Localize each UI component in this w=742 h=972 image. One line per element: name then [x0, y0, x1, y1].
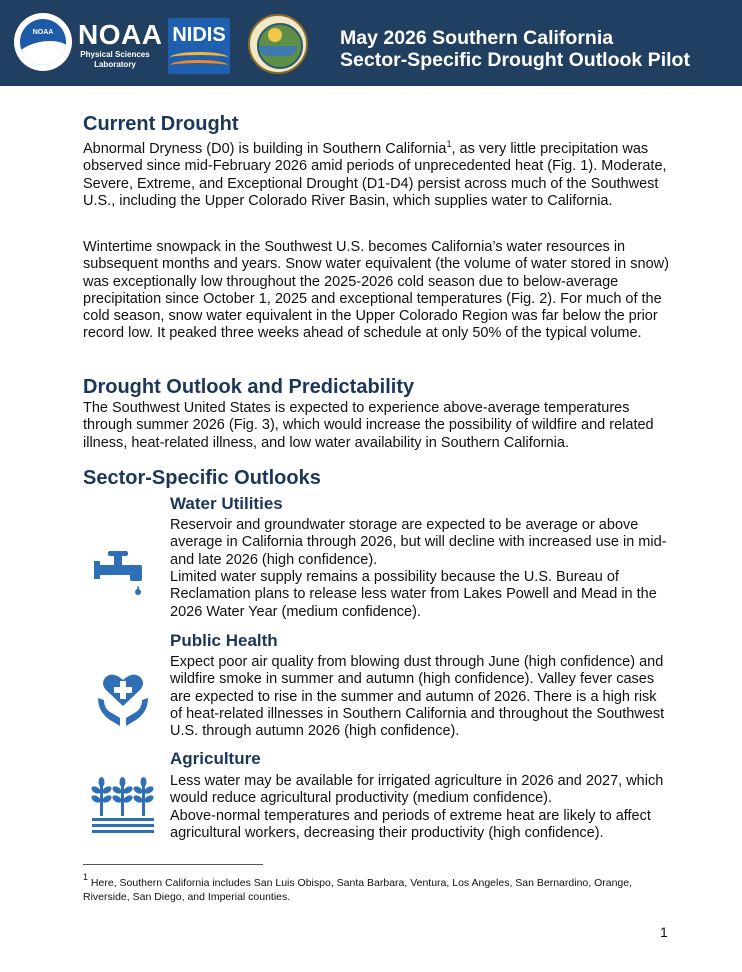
header-banner: [0, 0, 742, 86]
current-drought-paragraph-2: Wintertime snowpack in the Southwest U.S. becomes California’s water resources in subsequent months and years. Snow water equivalent (the volume of water stored in snow) was exceptionally low throughout the 2025-2026 cold season due to below-average precipitation since October 1, 2025 and exceptional temperatures (Fig. 2). For much of the cold season, snow water equivalent in the Upper Colorado Region was far below the prior record low. It peaked three weeks ahead of schedule at only 50% of the typical volume.: [83, 239, 669, 342]
water-faucet-icon: [94, 547, 152, 599]
subheading-water-utilities: Water Utilities: [170, 494, 283, 513]
section-heading-current-drought: Current Drought: [83, 113, 239, 135]
nidis-logo: NIDIS: [168, 18, 230, 74]
page-number: 1: [660, 924, 668, 940]
noaa-wordmark: NOAA: [78, 19, 163, 50]
subheading-public-health: Public Health: [170, 631, 278, 650]
footnote-divider: [83, 864, 263, 865]
water-utilities-paragraph-2: Limited water supply remains a possibility because the U.S. Bureau of Reclamation plans to release less water from Lakes Powell and Mead in the 2026 Water Year (medium confidence).: [170, 569, 657, 620]
noaa-psl-label: Physical Sciences Laboratory: [80, 50, 150, 69]
page-title: May 2026 Southern California Sector-Specific Drought Outlook Pilot: [340, 27, 690, 71]
public-health-paragraph: Expect poor air quality from blowing dust through June (high confidence) and wildfire smoke in summer and autumn (high confidence). Valley fever cases are expected to rise in the summer and autumn of 2026. There is a high risk of heat-related illnesses in Southern California and throughout the Southwest U.S. through autumn 2026 (high confidence).: [170, 654, 665, 740]
agriculture-paragraph-2: Above-normal temperatures and periods of extreme heat are likely to affect agricultural workers, decreasing their productivity (high confidence).: [170, 808, 651, 842]
subheading-agriculture: Agriculture: [170, 749, 261, 768]
outlook-paragraph: The Southwest United States is expected to experience above-average temperatures through summer 2026 (Fig. 3), which would increase the possibility of wildfire and related illness, heat-related illness, and low water availability in Southern California.: [83, 400, 654, 451]
section-heading-drought-outlook: Drought Outlook and Predictability: [83, 376, 415, 398]
water-utilities-paragraph-1: Reservoir and groundwater storage are expected to be average or above average in California through 2026, but will decline with increased use in mid- and late 2026 (high confidence).: [170, 517, 667, 568]
heart-hands-health-icon: [96, 668, 150, 728]
agriculture-paragraph-1: Less water may be available for irrigated agriculture in 2026 and 2027, which would reduce agricultural productivity (medium confidence).: [170, 773, 664, 807]
california-water-seal: [248, 14, 308, 74]
crops-agriculture-icon: [90, 776, 156, 834]
footnote: 1 Here, Southern California includes San Luis Obispo, Santa Barbara, Ventura, Los Angeles, San Bernardino, Orange, Riverside, San Diego, and Imperial counties.: [83, 872, 633, 903]
noaa-logo: NOAA: [14, 13, 72, 71]
section-heading-sector-outlooks: Sector-Specific Outlooks: [83, 467, 321, 489]
current-drought-paragraph-1: Abnormal Dryness (D0) is building in Southern California$^1$, as very little precipitation was observed since mid-February 2026 amid periods of unprecedented heat (Fig. 1). Moderate, Severe, Extreme, and Exceptional Drought (D1-D4) persist across much of the Southwest U.S., including the Upper Colorado River Basin, which supplies water to California.: [83, 139, 667, 209]
